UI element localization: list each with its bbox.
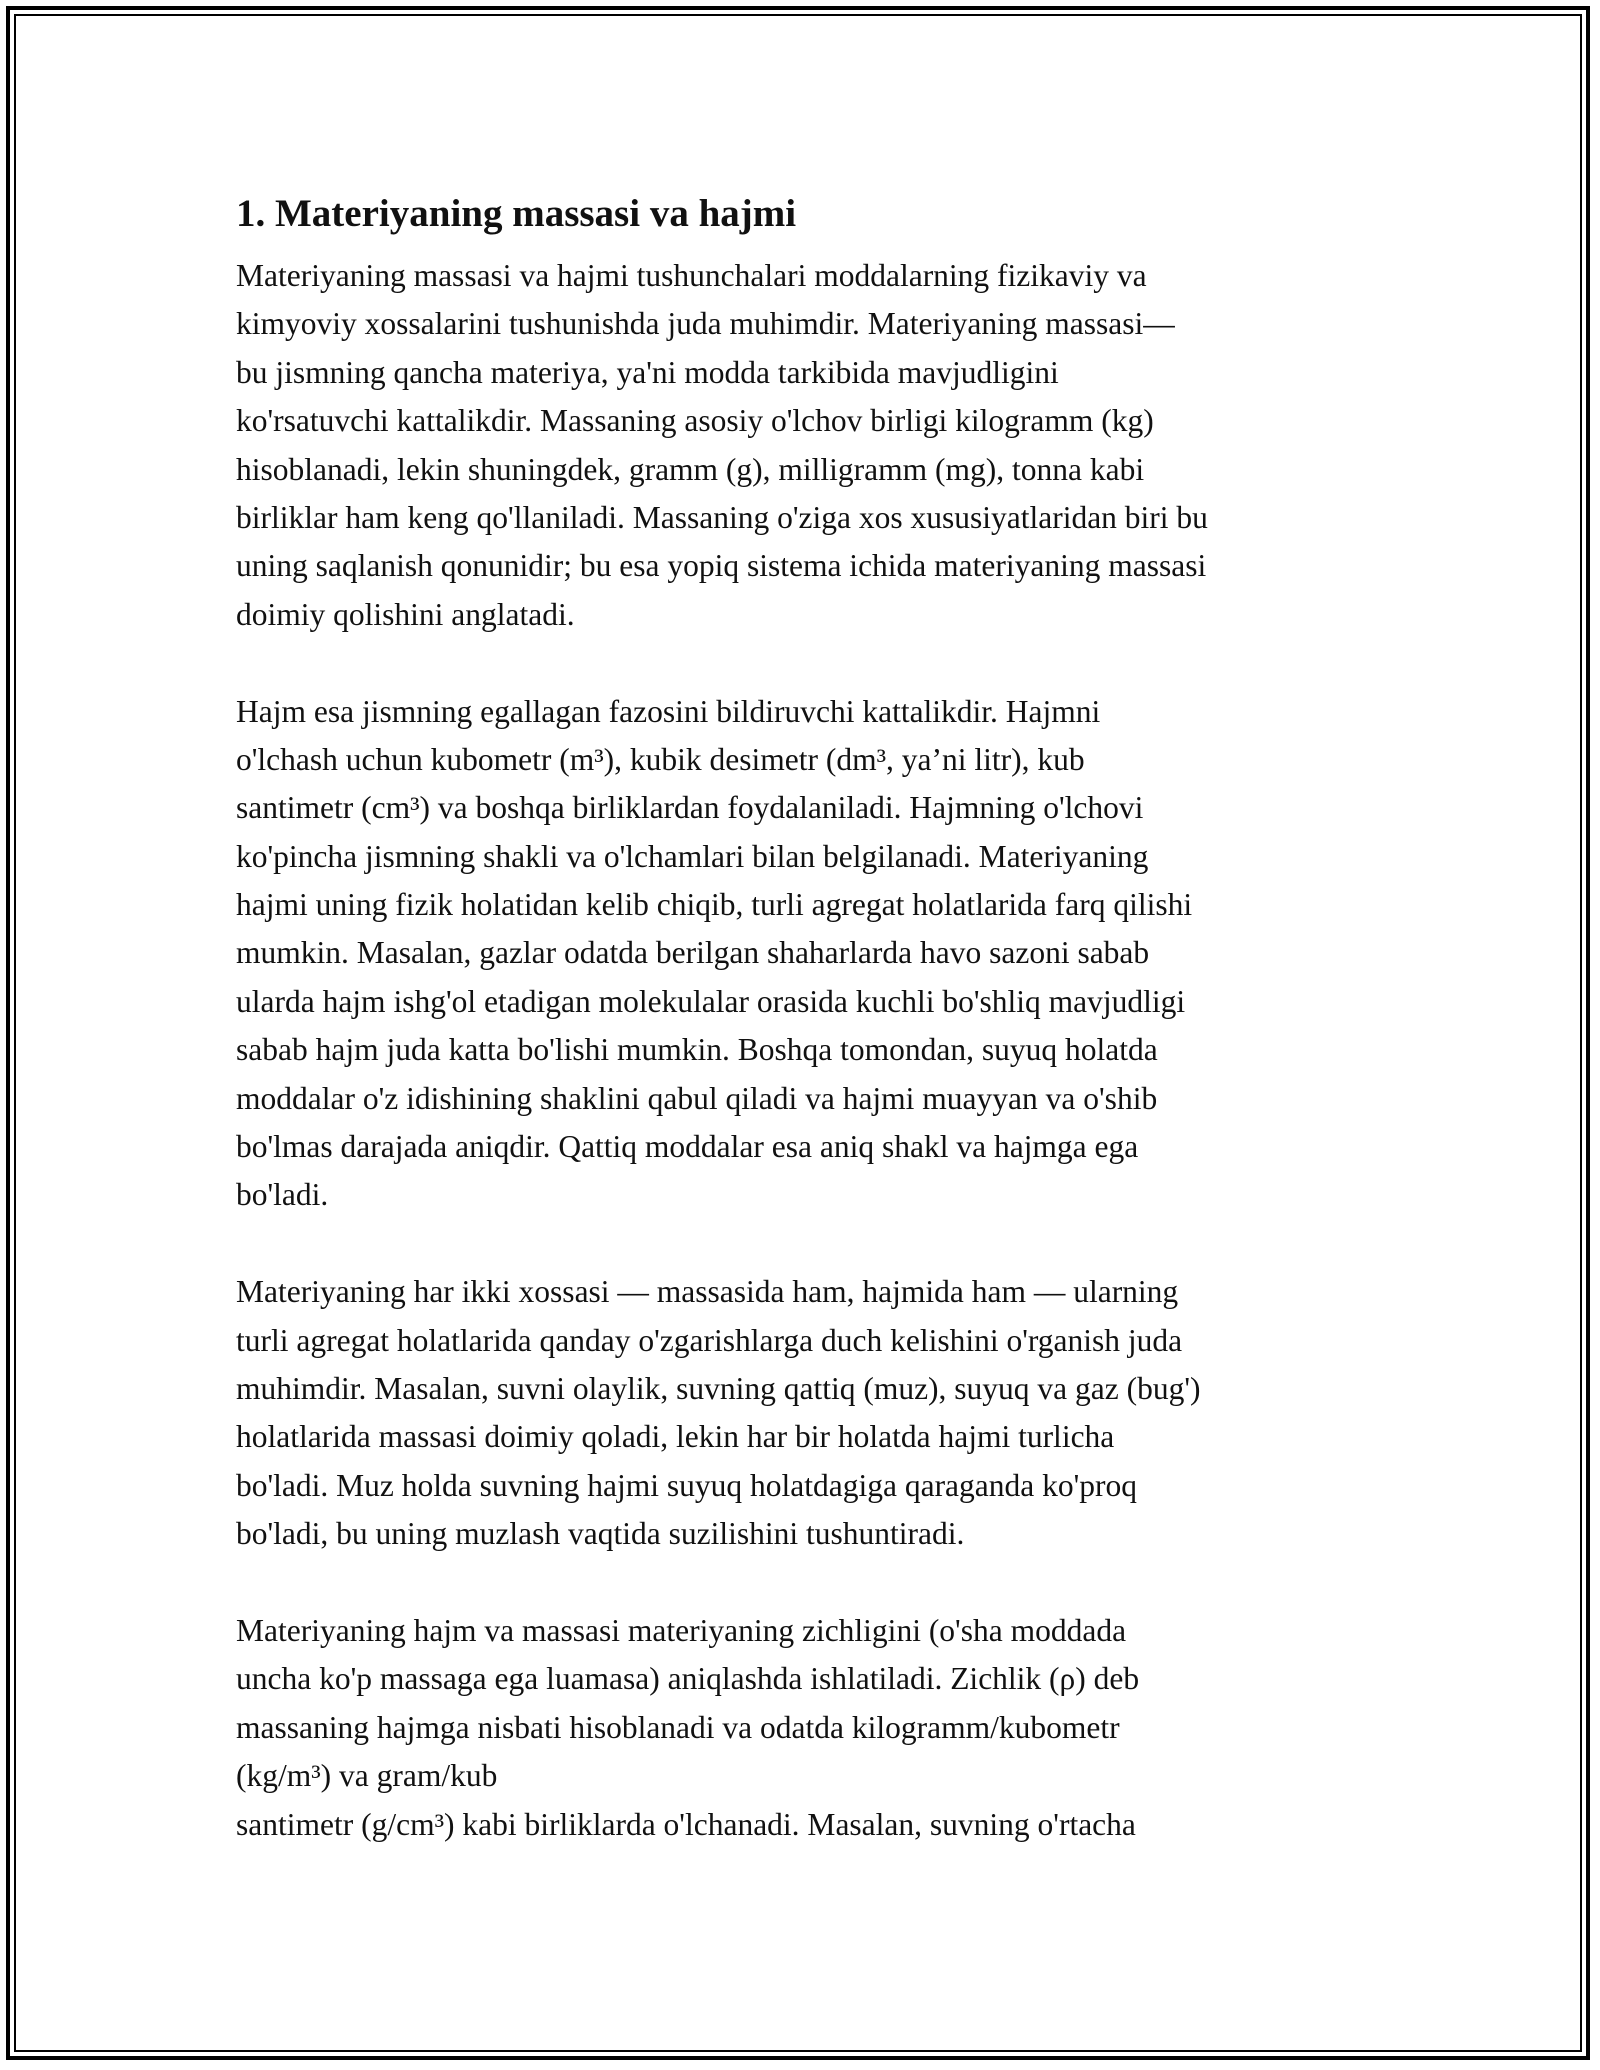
text-line: Materiyaning massasi va hajmi tushunchalari moddalarning fizikaviy va xyxy=(236,258,1147,293)
paragraph xyxy=(236,688,1386,1220)
text-line: uncha ko'p massaga ega luamasa) aniqlashda ishlatiladi. Zichlik (ρ) deb xyxy=(236,1661,1140,1697)
text-line: santimetr (cm³) va boshqa birliklardan foydalaniladi. Hajmning o'lchovi xyxy=(236,790,1144,826)
section-heading: 1. Materiyaning massasi va hajmi xyxy=(236,192,797,235)
text-line: bo'ladi. xyxy=(236,1177,329,1213)
text-line: turli agregat holatlarida qanday o'zgarishlarga duch kelishini o'rganish juda xyxy=(236,1322,1183,1358)
text-line: ko'rsatuvchi kattalikdir. Massaning asosiy o'lchov birligi kilogramm (kg) xyxy=(236,403,1154,439)
paragraph-gap xyxy=(236,1220,1386,1268)
text-line: massaning hajmga nisbati hisoblanadi va odatda kilogramm/kubometr xyxy=(236,1709,1120,1745)
paragraph-gap xyxy=(236,1559,1386,1607)
text-line: birliklar ham keng qo'llaniladi. Massaning o'ziga xos xususiyatlaridan biri bu xyxy=(236,499,1208,535)
paragraph xyxy=(236,252,1386,639)
text-line: muhimdir. Masalan, suvni olaylik, suvning qattiq (muz), suyuq va gaz (bug') xyxy=(236,1370,1201,1406)
text-line: bu jismning qancha materiya, ya'ni modda tarkibida mavjudligini xyxy=(236,354,1059,390)
text-line: doimiy qolishini anglatadi. xyxy=(236,596,575,632)
text-line: bo'ladi, bu uning muzlash vaqtida suzilishini tushuntiradi. xyxy=(236,1516,965,1552)
document-body xyxy=(236,186,1386,1849)
text-line: o'lchash uchun kubometr (m³), kubik desimetr (dm³, ya’ni litr), kub xyxy=(236,741,1085,777)
text-line: ularda hajm ishg'ol etadigan molekulalar orasida kuchli bo'shliq mavjudligi xyxy=(236,983,1186,1019)
text-line: ko'pincha jismning shakli va o'lchamlari bilan belgilanadi. Materiyaning xyxy=(236,838,1149,874)
text-line: kimyoviy xossalarini tushunishda juda muhimdir. Materiyaning massasi— xyxy=(236,306,1175,342)
paragraph-gap xyxy=(236,639,1386,687)
paragraph xyxy=(236,1268,1386,1558)
text-line: (kg/m³) va gram/kub xyxy=(236,1758,498,1794)
paragraphs-container xyxy=(236,252,1386,1849)
text-line: Materiyaning hajm va massasi materiyaning zichligini (o'sha moddada xyxy=(236,1612,1127,1648)
text-line: uning saqlanish qonunidir; bu esa yopiq sistema ichida materiyaning massasi xyxy=(236,548,1207,584)
text-line: moddalar o'z idishining shaklini qabul qiladi va hajmi muayyan va o'shib xyxy=(236,1080,1158,1116)
text-line: hajmi uning fizik holatidan kelib chiqib, turli agregat holatlarida farq qilishi xyxy=(236,887,1193,923)
text-line: bo'ladi. Muz holda suvning hajmi suyuq holatdagiga qaraganda ko'proq xyxy=(236,1467,1138,1503)
text-line: santimetr (g/cm³) kabi birliklarda o'lchanadi. Masalan, suvning o'rtacha xyxy=(236,1806,1136,1842)
text-line: Hajm esa jismning egallagan fazosini bildiruvchi kattalikdir. Hajmni xyxy=(236,693,1101,729)
text-line: sabab hajm juda katta bo'lishi mumkin. Boshqa tomondan, suyuq holatda xyxy=(236,1032,1158,1068)
text-line: bo'lmas darajada aniqdir. Qattiq moddalar esa aniq shakl va hajmga ega xyxy=(236,1129,1139,1165)
text-line: hisoblanadi, lekin shuningdek, gramm (g), milligramm (mg), tonna kabi xyxy=(236,451,1145,487)
text-line: holatlarida massasi doimiy qoladi, lekin har bir holatda hajmi turlicha xyxy=(236,1419,1115,1455)
paragraph xyxy=(236,1607,1386,1849)
text-line: Materiyaning har ikki xossasi — massasida ham, hajmida ham — ularning xyxy=(236,1274,1179,1310)
text-line: mumkin. Masalan, gazlar odatda berilgan shaharlarda havo sazoni sabab xyxy=(236,935,1150,971)
